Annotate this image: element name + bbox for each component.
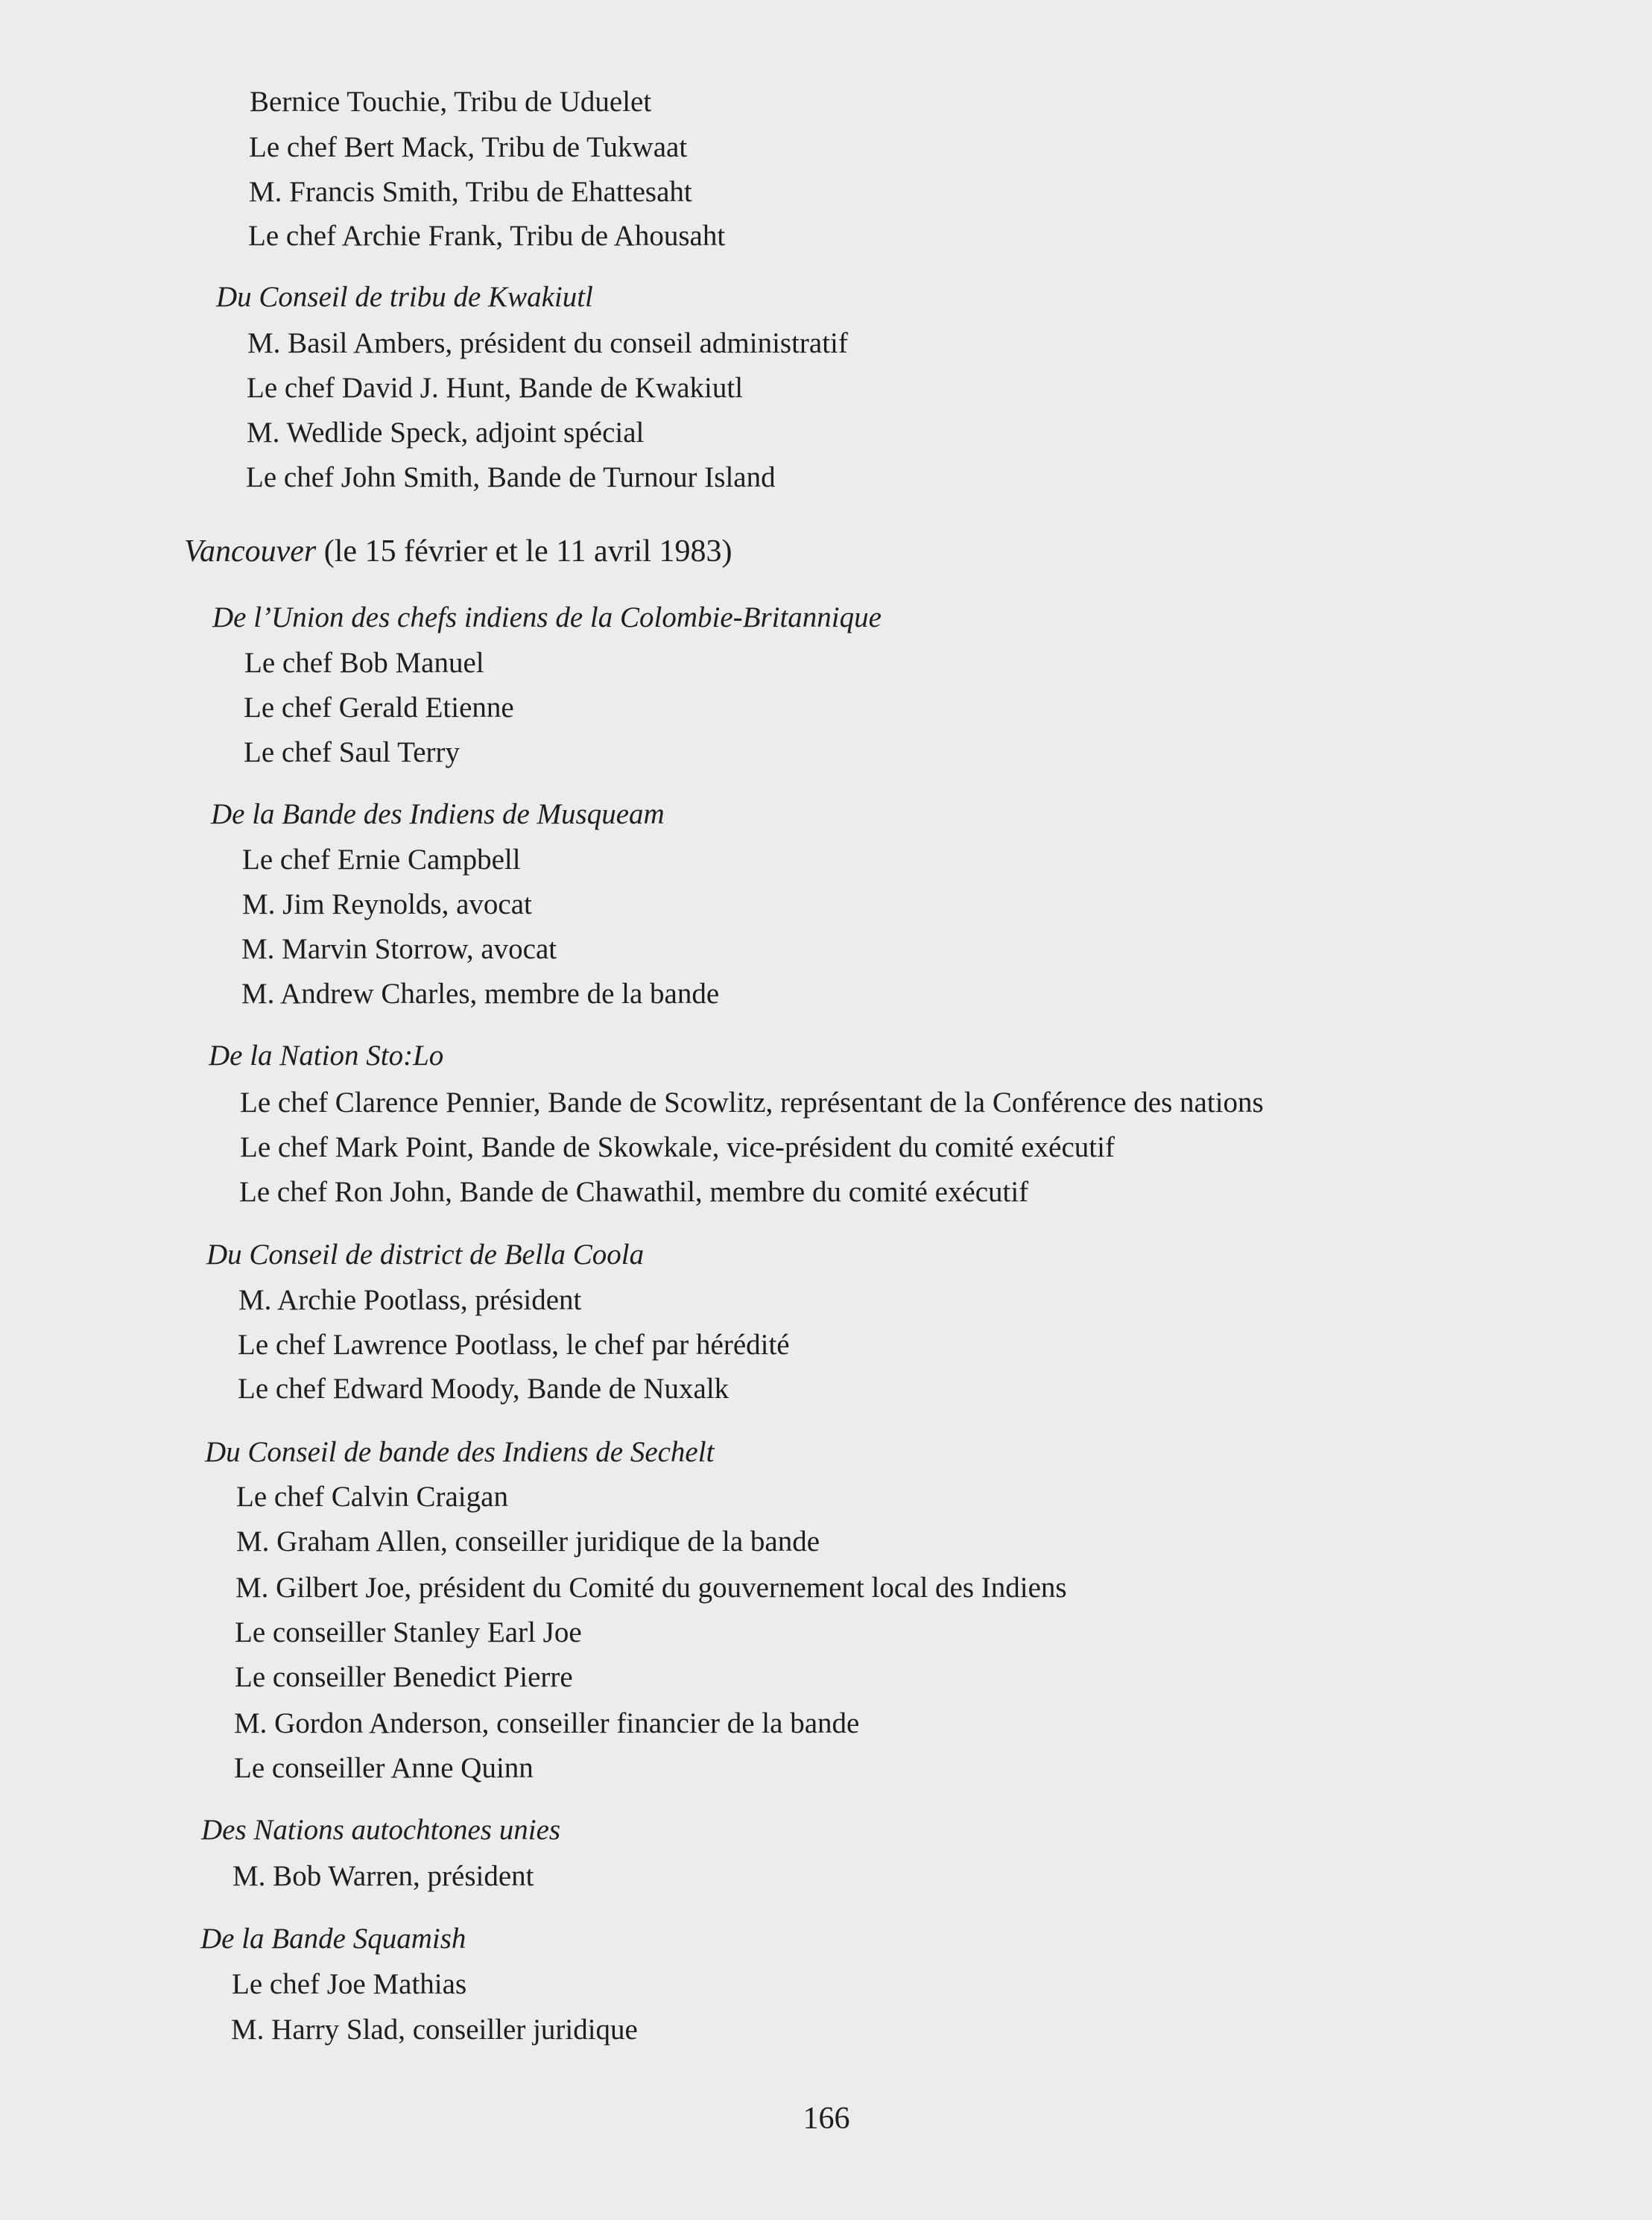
witness-entry: M. Harry Slad, conseiller juridique — [231, 2014, 638, 2046]
hearing-place: Vancouver — [184, 534, 317, 569]
organization-heading: Du Conseil de bande des Indiens de Sechelt — [205, 1436, 715, 1468]
witness-entry: M. Marvin Storrow, avocat — [241, 933, 557, 965]
witness-entry: Le chef Ernie Campbell — [242, 844, 521, 876]
organization-heading: De la Bande des Indiens de Musqueam — [211, 798, 665, 830]
witness-entry: Le chef Archie Frank, Tribu de Ahousaht — [248, 220, 726, 252]
witness-entry: M. Wedlide Speck, adjoint spécial — [247, 417, 645, 449]
witness-entry: Le chef Clarence Pennier, Bande de Scowlitz, représentant de la Conférence des nations — [240, 1087, 1264, 1119]
witness-entry: M. Bob Warren, président — [232, 1860, 534, 1892]
hearing-dates: (le 15 février et le 11 avril 1983) — [316, 534, 732, 569]
organization-heading: Du Conseil de tribu de Kwakiutl — [216, 281, 593, 313]
organization-heading: Du Conseil de district de Bella Coola — [206, 1239, 645, 1271]
hearing-location-heading — [184, 534, 732, 569]
witness-entry: M. Jim Reynolds, avocat — [242, 888, 532, 920]
witness-entry: Le chef Joe Mathias — [232, 1968, 467, 2000]
witness-entry: Le chef Bert Mack, Tribu de Tukwaat — [249, 131, 688, 163]
witness-entry: M. Gilbert Joe, président du Comité du gouvernement local des Indiens — [235, 1572, 1067, 1604]
organization-heading: De l’Union des chefs indiens de la Colombie-Britannique — [212, 601, 882, 633]
witness-entry: Le chef Bob Manuel — [244, 647, 484, 679]
witness-entry: Le chef Lawrence Pootlass, le chef par hérédité — [238, 1329, 790, 1361]
organization-heading: De la Nation Sto:Lo — [209, 1040, 444, 1072]
witness-entry: Le chef Mark Point, Bande de Skowkale, vice-président du comité exécutif — [240, 1131, 1115, 1163]
witness-entry: Le chef John Smith, Bande de Turnour Island — [246, 461, 776, 493]
witness-entry: M. Gordon Anderson, conseiller financier de la bande — [234, 1707, 860, 1739]
organization-heading: Des Nations autochtones unies — [201, 1814, 561, 1846]
page-number: 166 — [803, 2102, 850, 2136]
witness-entry: M. Andrew Charles, membre de la bande — [241, 978, 720, 1010]
witness-entry: Le chef Ron John, Bande de Chawathil, membre du comité exécutif — [239, 1176, 1029, 1208]
witness-entry: Le chef Calvin Craigan — [236, 1481, 508, 1513]
witness-entry: Le chef Edward Moody, Bande de Nuxalk — [238, 1373, 730, 1405]
witness-entry: Le conseiller Stanley Earl Joe — [235, 1616, 582, 1648]
witness-entry: Le conseiller Benedict Pierre — [235, 1661, 573, 1693]
witness-entry: M. Archie Pootlass, président — [238, 1284, 582, 1316]
organization-heading: De la Bande Squamish — [200, 1923, 466, 1955]
witness-entry: M. Francis Smith, Tribu de Ehattesaht — [249, 176, 692, 208]
witness-entry: M. Graham Allen, conseiller juridique de la bande — [236, 1525, 820, 1558]
witness-entry: Le chef David J. Hunt, Bande de Kwakiutl — [247, 372, 744, 404]
witness-entry: Le conseiller Anne Quinn — [234, 1752, 534, 1784]
witness-entry: Bernice Touchie, Tribu de Uduelet — [250, 86, 652, 118]
witness-entry: Le chef Saul Terry — [244, 736, 461, 768]
witness-entry: Le chef Gerald Etienne — [244, 692, 514, 724]
witness-entry: M. Basil Ambers, président du conseil administratif — [247, 327, 848, 359]
